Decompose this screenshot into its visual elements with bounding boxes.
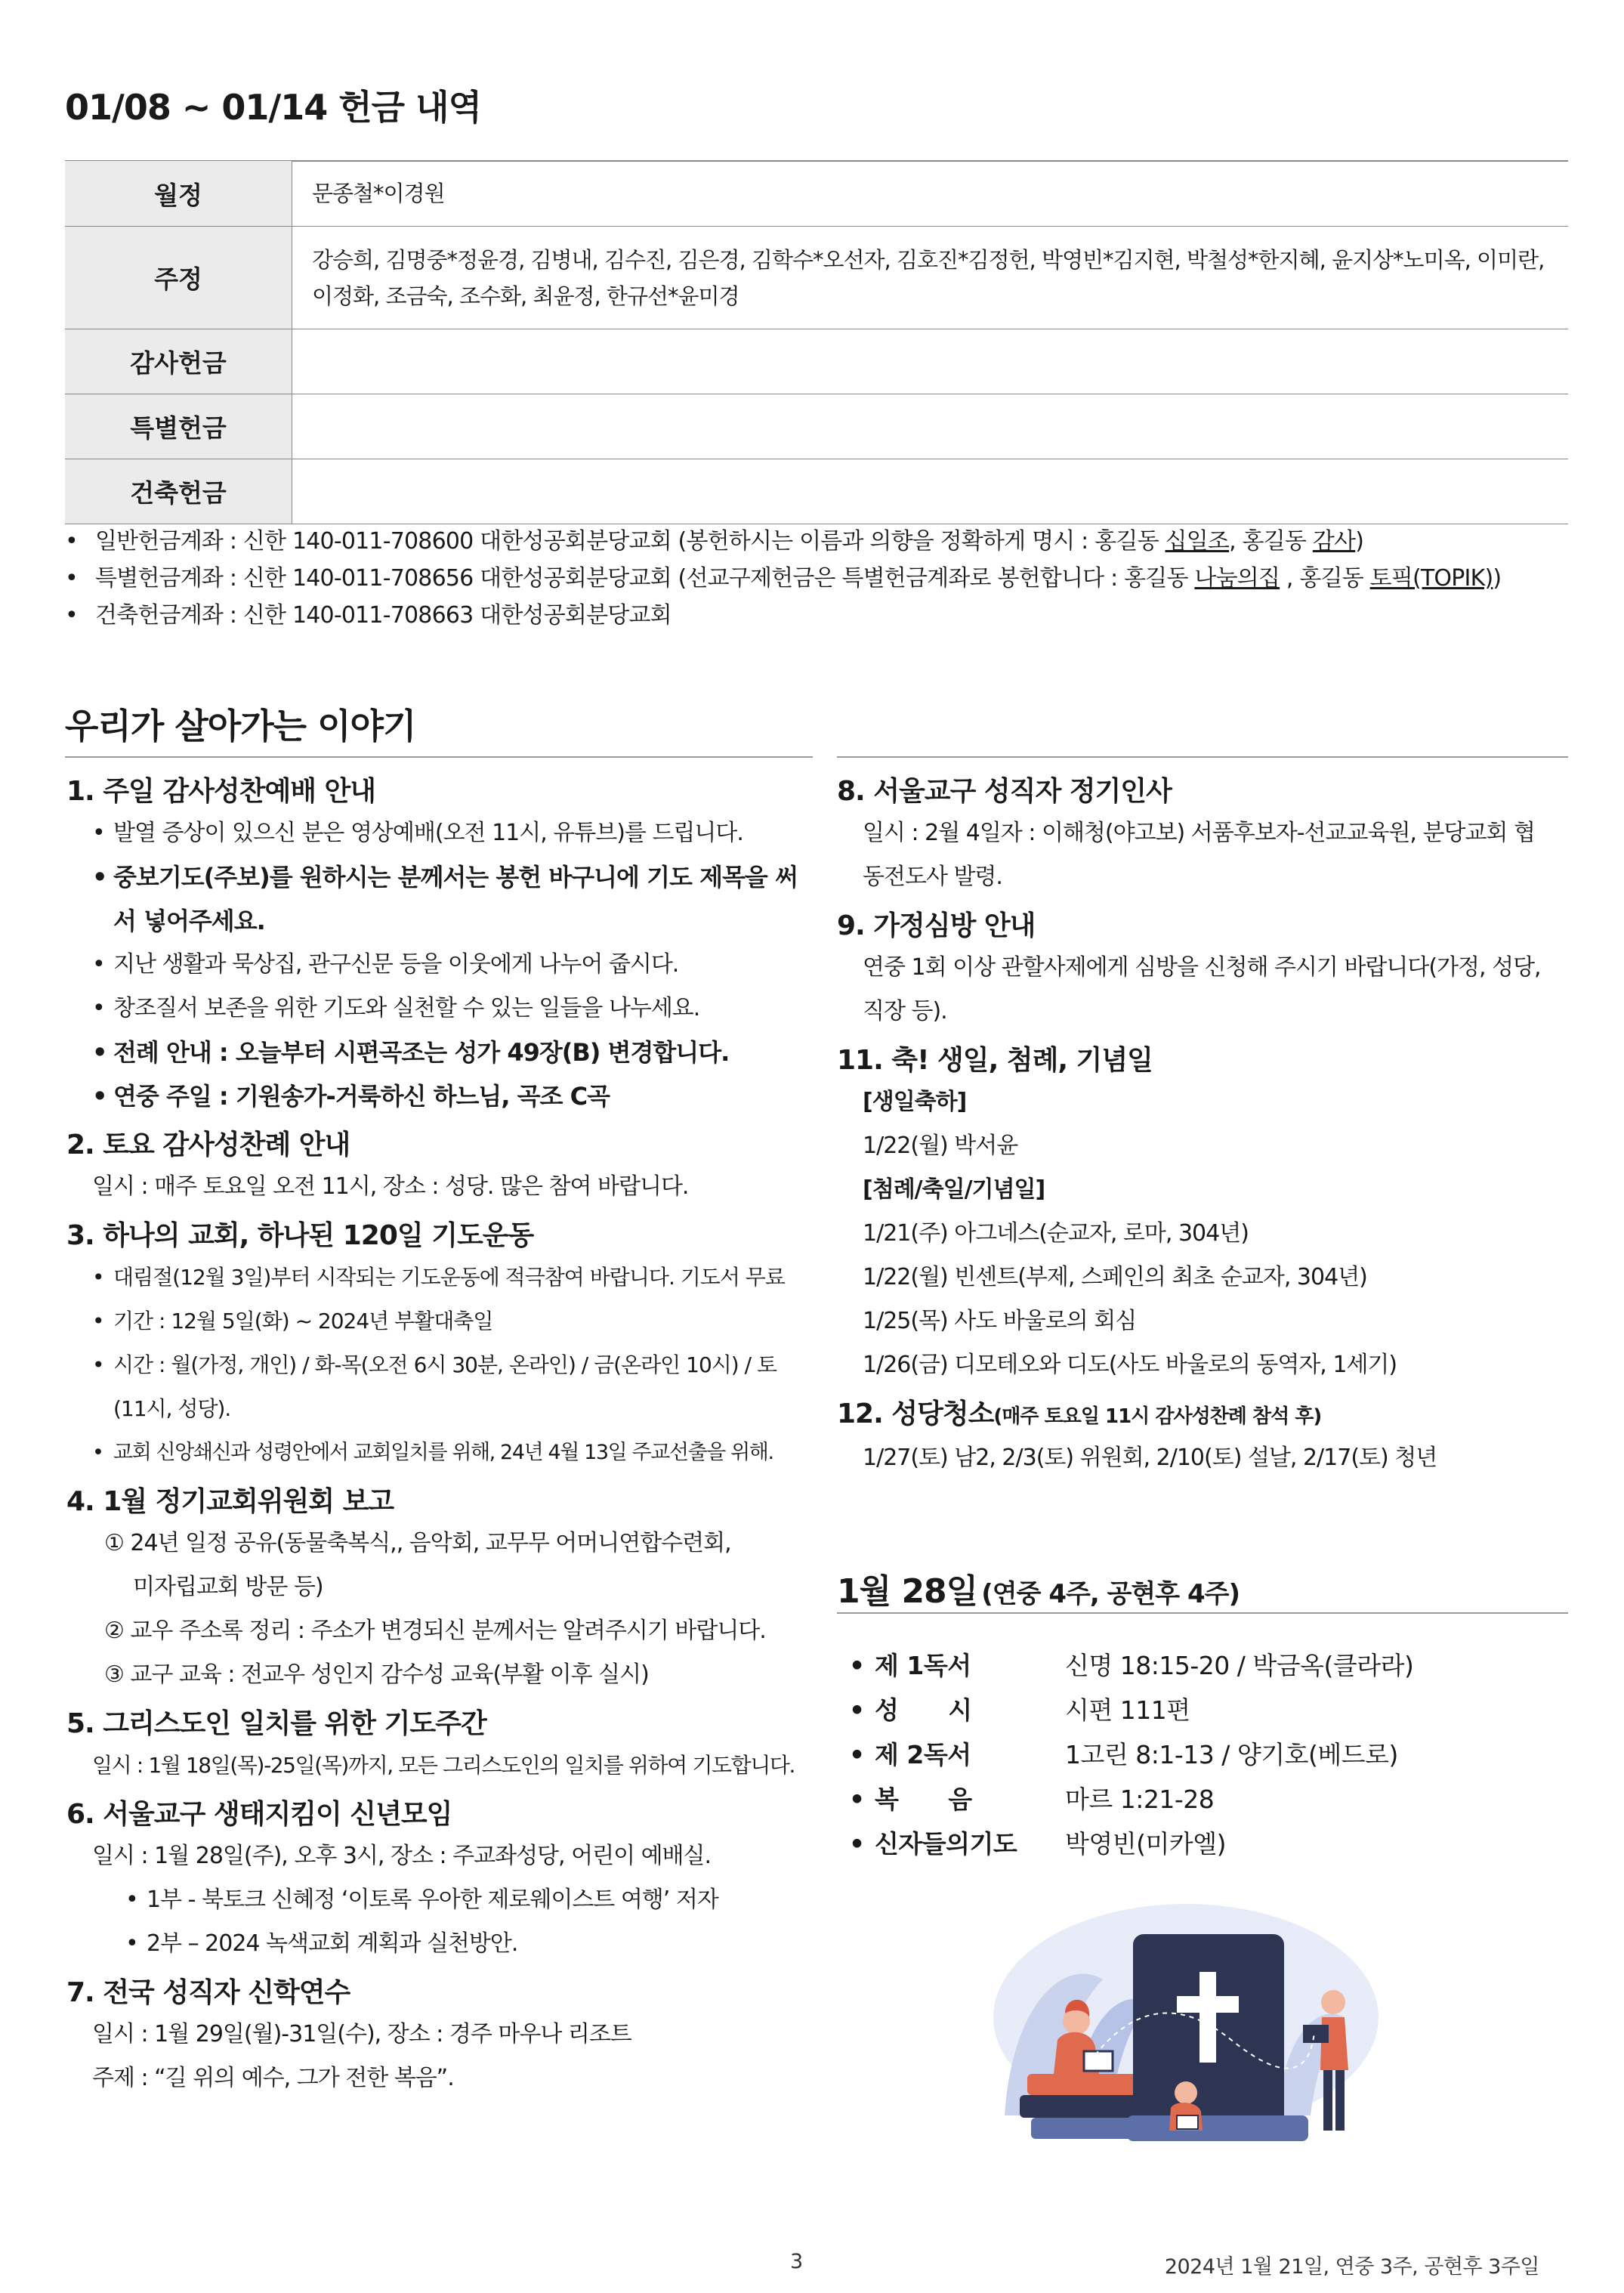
bullet-item: • 지난 생활과 묵상집, 관구신문 등을 이웃에게 나누어 줍시다.	[66, 943, 814, 987]
offering-value: 문종철*이경원	[292, 161, 1569, 227]
account-underline: 나눔의집	[1194, 565, 1280, 592]
account-text: , 홍길동	[1280, 565, 1370, 592]
left-column	[66, 765, 814, 2100]
bullet-item: • 시간 : 월(가정, 개인) / 화-목(오전 6시 30분, 온라인) / 금(온라인 10시) / 토	[66, 1343, 814, 1387]
offering-row-monthly	[65, 161, 1568, 227]
page-number: 3	[790, 2250, 803, 2273]
text-line: (11시, 성당).	[113, 1396, 231, 1421]
story-rule-right	[837, 756, 1568, 758]
reading-label: 제 1독서	[875, 1651, 971, 1680]
text-line: 일시 : 1월 29일(월)-31일(수), 장소 : 경주 마우나 리조트	[92, 2021, 631, 2047]
text-line: 일시 : 2월 4일자 : 이해청(야고보) 서품후보자-선교교육원, 분당교회 협	[863, 820, 1535, 846]
person-head	[1175, 2081, 1197, 2104]
person-head	[1321, 1990, 1345, 2014]
book-icon	[1177, 2115, 1198, 2129]
footer-date: 2024년 1월 21일, 연중 3주, 공현후 3주일	[1164, 2255, 1539, 2279]
bullet-mark: •	[849, 1651, 865, 1680]
offering-row-thanks	[65, 329, 1568, 394]
reading-label: 신자들의기도	[875, 1829, 1017, 1859]
readings-heading	[837, 1564, 1240, 1612]
offering-row-building	[65, 459, 1568, 524]
bullet-item: • 1부 - 북토크 신혜정 ‘이토록 우아한 제로웨이스트 여행’ 저자	[66, 1878, 814, 1922]
text-line: 연중 1회 이상 관할사제에게 심방을 신청해 주시기 바랍니다(가정, 성당,	[863, 954, 1541, 981]
section-title: 8. 서울교구 성직자 정기인사	[837, 776, 1172, 807]
reading-value: 마르 1:21-28	[1065, 1785, 1215, 1814]
offering-value	[292, 459, 1569, 524]
book-icon	[1303, 2025, 1329, 2043]
reading-value: 1고린 8:1-13 / 양기호(베드로)	[1065, 1740, 1398, 1769]
readings-subtitle: (연중 4주, 공현후 4주)	[981, 1579, 1240, 1609]
numbered-item: ① 24년 일정 공유(동물축복식,, 음악회, 교무무 어머니연합수련회,	[104, 1530, 731, 1556]
bullet-item: • 기간 : 12월 5일(화) ~ 2024년 부활대축일	[66, 1299, 814, 1343]
text-line: 1/25(목) 사도 바울로의 회심	[863, 1308, 1137, 1334]
numbered-item: ③ 교구 교육 : 전교우 성인지 감수성 교육(부활 이후 실시)	[104, 1661, 649, 1688]
bullet-item: • 교회 신앙쇄신과 성령안에서 교회일치를 위해, 24년 4월 13일 주교선출을 위해.	[66, 1431, 814, 1475]
text-line: 동전도사 발령.	[863, 864, 1002, 890]
readings-title: 1월 28일	[837, 1572, 978, 1611]
account-text: )	[1355, 528, 1364, 555]
bullet-mark: •	[849, 1829, 865, 1859]
text-line: 일시 : 1월 28일(주), 오후 3시, 장소 : 주교좌성당, 어린이 예배실.	[92, 1843, 712, 1869]
offering-title: 01/08 ~ 01/14 헌금 내역	[65, 87, 482, 128]
text-line: 1/26(금) 디모테오와 디도(사도 바울로의 동역자, 1세기)	[863, 1352, 1397, 1378]
cross-icon	[1177, 1996, 1239, 2013]
readings-rule	[837, 1612, 1568, 1614]
book-icon	[1027, 2074, 1141, 2095]
reading-value: 시편 111편	[1065, 1695, 1190, 1725]
reading-label: 성 시	[875, 1695, 972, 1725]
account-underline: 토픽(TOPIK)	[1369, 565, 1493, 592]
section-title: 5. 그리스도인 일치를 위한 기도주간	[66, 1708, 486, 1739]
offering-table	[65, 160, 1568, 524]
text-line: 1/22(월) 박서윤	[863, 1133, 1018, 1159]
offering-row-weekly	[65, 227, 1568, 329]
subheading: [첨례/축일/기념일]	[863, 1176, 1045, 1203]
section-title-note: (매주 토요일 11시 감사성찬례 참석 후)	[993, 1405, 1322, 1428]
numbered-item-cont: 미자립교회 방문 등)	[133, 1574, 323, 1600]
bullet-item: • 대림절(12월 3일)부터 시작되는 기도운동에 적극참여 바랍니다. 기도서 무료	[66, 1256, 814, 1299]
reading-value: 박영빈(미카엘)	[1065, 1829, 1227, 1859]
section-title: 3. 하나의 교회, 하나된 120일 기도운동	[66, 1220, 534, 1251]
section-title: 1. 주일 감사성찬예배 안내	[66, 776, 376, 807]
account-item	[65, 560, 1501, 597]
offering-label: 감사헌금	[65, 329, 292, 394]
account-item	[65, 597, 1501, 634]
offering-label: 월정	[65, 161, 292, 227]
bullet-item: • 발열 증상이 있으신 분은 영상예배(오전 11시, 유튜브)를 드립니다.	[66, 811, 814, 855]
reading-label: 제 2독서	[875, 1740, 971, 1769]
offering-value: 강승희, 김명중*정윤경, 김병내, 김수진, 김은경, 김학수*오선자, 김호진*김정헌, 박영빈*김지현, 박철성*한지혜, 윤지상*노미옥, 이미란, 이정화, 조금숙, 조수화, 최윤정, 한규선*윤미경	[292, 227, 1569, 329]
account-item	[65, 523, 1501, 560]
reading-label: 복 음	[875, 1785, 972, 1814]
section-title: 4. 1월 정기교회위원회 보고	[66, 1486, 394, 1517]
book-icon	[1084, 2051, 1113, 2071]
text-line: 일시 : 1월 18일(목)-25일(목)까지, 모든 그리스도인의 일치를 위하여 기도합니다.	[92, 1753, 795, 1778]
offering-label: 특별헌금	[65, 394, 292, 459]
account-text: 특별헌금계좌 : 신한 140-011-708656 대한성공회분당교회 (선교구제헌금은 특별헌금계좌로 봉헌합니다 : 홍길동	[95, 565, 1195, 592]
bullet-mark: •	[849, 1785, 865, 1814]
section-title: 9. 가정심방 안내	[837, 910, 1036, 941]
section-title: 7. 전국 성직자 신학연수	[66, 1977, 350, 2008]
section-title-cleaning	[837, 1395, 1568, 1436]
text-line: 일시 : 매주 토요일 오전 11시, 장소 : 성당. 많은 참여 바랍니다.	[92, 1173, 689, 1200]
account-text: 일반헌금계좌 : 신한 140-011-708600 대한성공회분당교회 (봉헌하시는 이름과 의향을 정확하게 명시 : 홍길동	[95, 528, 1166, 555]
bullet-item: • 중보기도(주보)를 원하시는 분께서는 봉헌 바구니에 기도 제목을 써서 넣어주세요.	[66, 855, 814, 943]
book-icon	[1020, 2095, 1148, 2118]
person-leg	[1335, 2070, 1345, 2131]
bullet-item: • 연중 주일 : 기원송가-거룩하신 하느님, 곡조 C곡	[66, 1074, 814, 1118]
section-title: 11. 축! 생일, 첨례, 기념일	[837, 1045, 1153, 1076]
bullet-item: • 창조질서 보존을 위한 기도와 실천할 수 있는 일들을 나누세요.	[66, 987, 814, 1031]
text-line: 주제 : “길 위의 예수, 그가 전한 복음”.	[92, 2065, 454, 2091]
account-text: , 홍길동	[1229, 528, 1313, 555]
section-title: 2. 토요 감사성찬례 안내	[66, 1130, 350, 1160]
text-line: 1/27(토) 남2, 2/3(토) 위원회, 2/10(토) 설날, 2/17(토) 청년	[863, 1445, 1437, 1471]
text-line: 1/22(월) 빈센트(부제, 스페인의 최초 순교자, 304년)	[863, 1264, 1367, 1290]
offering-label: 주정	[65, 227, 292, 329]
story-title: 우리가 살아가는 이야기	[65, 706, 416, 746]
bullet-item: • 2부 – 2024 녹색교회 계획과 실천방안.	[66, 1922, 814, 1966]
subheading: [생일축하]	[863, 1089, 967, 1115]
text-line: 직장 등).	[863, 998, 947, 1024]
section-title-text: 12. 성당청소	[837, 1398, 994, 1429]
text-line: 1/21(주) 아그네스(순교자, 로마, 304년)	[863, 1220, 1249, 1247]
bible-pages	[1127, 2115, 1308, 2141]
offering-value	[292, 394, 1569, 459]
offering-value	[292, 329, 1569, 394]
numbered-item: ② 교우 주소록 정리 : 주소가 변경되신 분께서는 알려주시기 바랍니다.	[104, 1618, 766, 1644]
offering-label: 건축헌금	[65, 459, 292, 524]
bullet-mark: •	[849, 1695, 865, 1725]
account-list	[65, 523, 1501, 634]
bullet-item: • 전례 안내 : 오늘부터 시편곡조는 성가 49장(B) 변경합니다.	[66, 1031, 814, 1074]
offering-row-special	[65, 394, 1568, 459]
story-rule-left	[65, 756, 813, 758]
account-text: )	[1493, 565, 1502, 592]
bullet-mark: •	[849, 1740, 865, 1769]
account-underline: 감사	[1312, 528, 1356, 555]
person-leg	[1323, 2070, 1332, 2131]
right-column	[837, 765, 1568, 1480]
account-text: 건축헌금계좌 : 신한 140-011-708663 대한성공회분당교회	[95, 602, 672, 629]
cross-icon	[1199, 1972, 1216, 2063]
section-title: 6. 서울교구 생태지킴이 신년모임	[66, 1799, 452, 1830]
reading-value: 신명 18:15-20 / 박금옥(클라라)	[1065, 1651, 1414, 1680]
account-underline: 십일조	[1165, 528, 1230, 555]
bible-reading-illustration	[959, 1889, 1382, 2161]
